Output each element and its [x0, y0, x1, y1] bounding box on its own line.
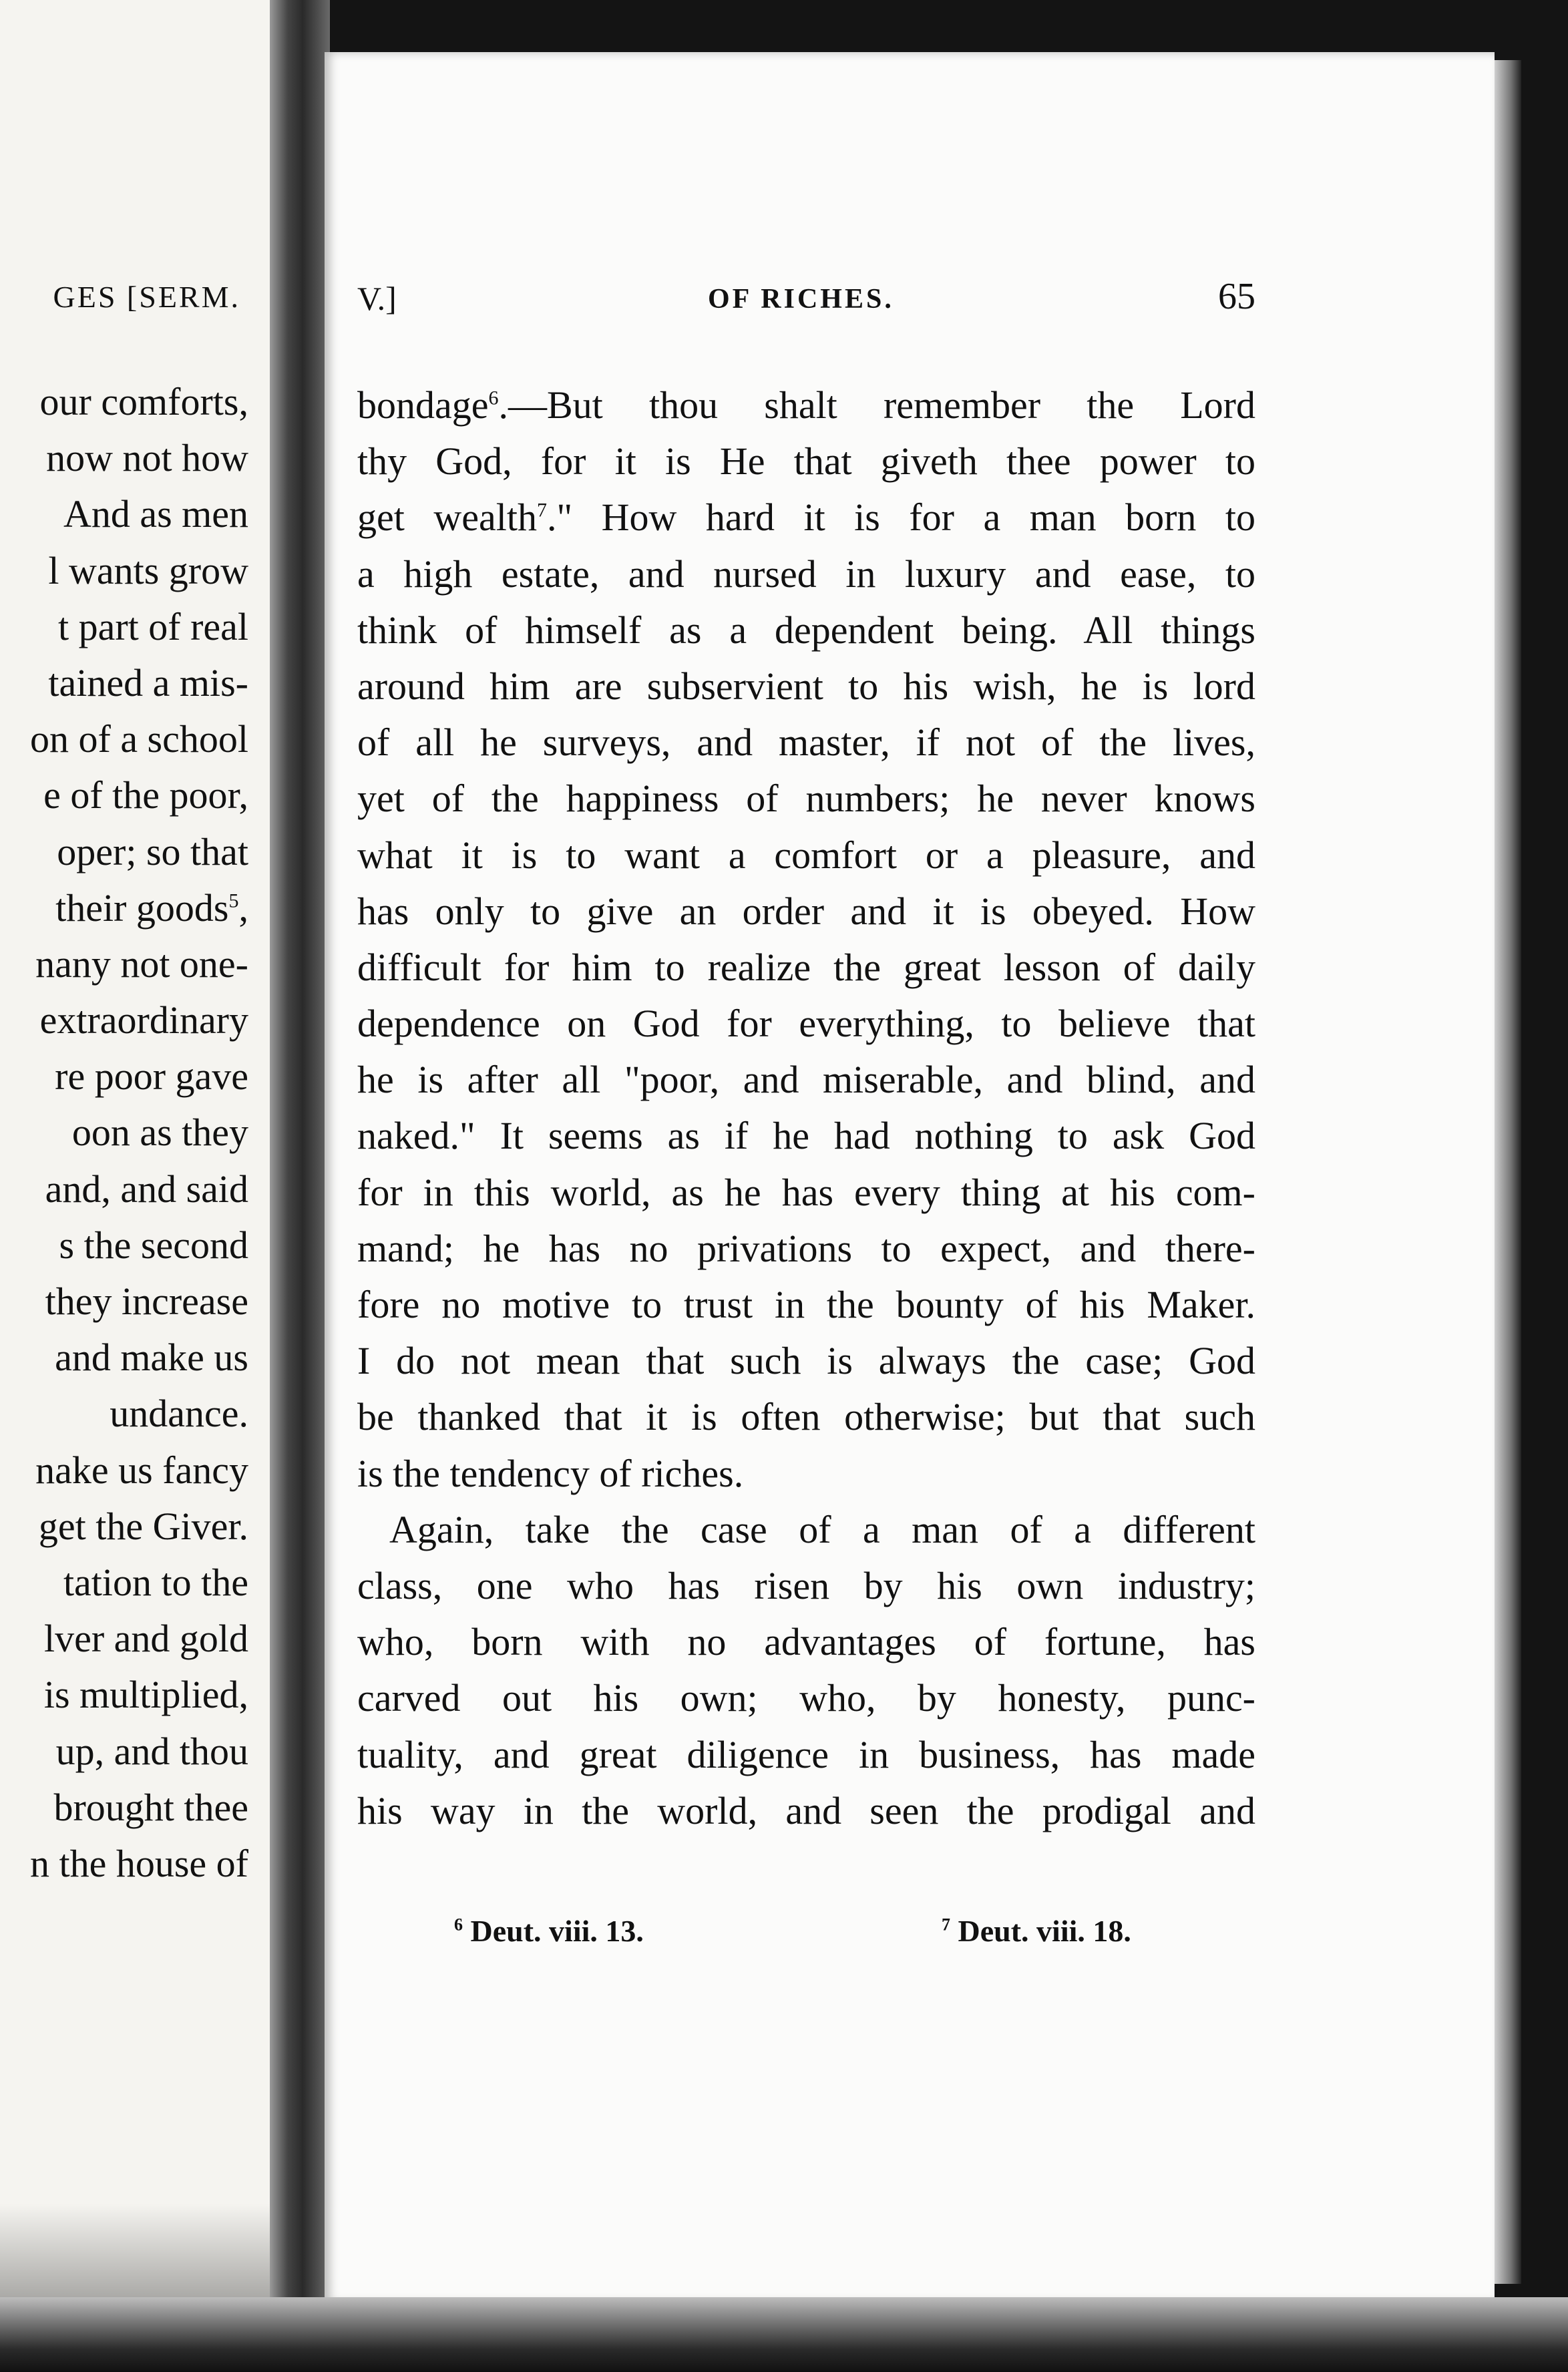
- text-line: get wealth$^7$." How hard it is for a man born to: [357, 496, 1256, 540]
- left-text-line: their goods$^5$,: [55, 885, 248, 930]
- left-text-line: is multiplied,: [43, 1673, 248, 1717]
- left-text-line: brought thee: [53, 1785, 248, 1829]
- text-line: dependence on God for everything, to believe that: [357, 1002, 1255, 1046]
- page-edge: [1495, 60, 1521, 2284]
- left-text-line: re poor gave: [55, 1054, 248, 1099]
- left-text-line: on of a school: [30, 717, 248, 761]
- text-line: think of himself as a dependent being. All things: [357, 608, 1255, 652]
- scan-bottom-edge: [0, 2297, 1568, 2372]
- left-text-line: and make us: [55, 1336, 248, 1380]
- left-text-line: tained a mis-: [48, 660, 248, 705]
- text-line: of all he surveys, and master, if not of the lives,: [357, 721, 1255, 765]
- text-line: difficult for him to realize the great lesson of daily: [357, 945, 1255, 989]
- text-line: for in this world, as he has every thing at his com-: [357, 1170, 1255, 1214]
- text-line: yet of the happiness of numbers; he never knows: [357, 777, 1255, 821]
- text-line: carved out his own; who, by honesty, punc-: [357, 1676, 1255, 1720]
- text-line: he is after all "poor, and miserable, and blind, and: [357, 1058, 1255, 1102]
- text-line: a high estate, and nursed in luxury and ease, to: [357, 552, 1255, 596]
- text-line: bondage$^6$.—But thou shalt remember the Lord: [357, 383, 1255, 427]
- footnotes: [454, 1913, 1255, 1960]
- text-line: around him are subservient to his wish, he is lord: [357, 664, 1255, 708]
- text-line: who, born with no advantages of fortune, has: [357, 1620, 1255, 1664]
- left-text-line: lver and gold: [43, 1617, 248, 1661]
- left-page: [0, 0, 280, 2372]
- left-text-line: they increase: [45, 1279, 248, 1323]
- left-text-line: oper; so that: [57, 829, 248, 873]
- left-text-line: oon as they: [71, 1111, 248, 1155]
- sermon-signature: V.]: [357, 280, 397, 317]
- left-text-line: now not how: [46, 436, 248, 480]
- running-title: OF RICHES.: [708, 284, 894, 315]
- text-line: what it is to want a comfort or a pleasure, and: [357, 833, 1255, 877]
- text-line: is the tendency of riches.: [357, 1451, 744, 1495]
- left-text-line: e of the poor,: [43, 773, 248, 817]
- left-text-line: get the Giver.: [38, 1504, 248, 1548]
- left-text-line: up, and thou: [55, 1729, 248, 1773]
- text-line: his way in the world, and seen the prodigal and: [357, 1788, 1255, 1832]
- left-text-line: s the second: [59, 1223, 248, 1267]
- text-line: naked." It seems as if he had nothing to ask God: [357, 1114, 1255, 1158]
- text-line: be thanked that it is often otherwise; but that such: [357, 1395, 1255, 1439]
- text-line: I do not mean that such is always the case; God: [357, 1339, 1255, 1383]
- text-line: Again, take the case of a man of a different: [389, 1507, 1255, 1551]
- text-line: thy God, for it is He that giveth thee power to: [357, 439, 1255, 483]
- left-text-line: our comforts,: [39, 380, 248, 423]
- page-number: 65: [1218, 276, 1255, 317]
- footnote-7: $^7$ Deut. viii. 18.: [942, 1914, 1131, 1948]
- left-text-line: And as men: [63, 492, 248, 536]
- text-line: fore no motive to trust in the bounty of his Maker.: [357, 1283, 1255, 1326]
- left-running-header: GES [SERM.: [53, 280, 240, 314]
- footnote-marker: 7: [536, 500, 547, 522]
- left-page-text: [30, 374, 248, 1892]
- running-header: [357, 276, 1255, 333]
- left-text-line: l wants grow: [48, 548, 248, 592]
- left-text-line: n the house of: [30, 1841, 248, 1885]
- left-text-line: tation to the: [63, 1560, 248, 1604]
- left-text-line: extraordinary: [39, 998, 248, 1042]
- left-text-line: nake us fancy: [35, 1448, 248, 1492]
- left-text-line: nany not one-: [35, 942, 248, 986]
- left-text-line: and, and said: [45, 1167, 248, 1211]
- text-line: class, one who has risen by his own industry;: [357, 1563, 1255, 1607]
- body-text: [357, 377, 1255, 1839]
- left-text-line: t part of real: [57, 604, 248, 648]
- left-text-line: undance.: [110, 1392, 248, 1436]
- text-line: has only to give an order and it is obeyed. How: [357, 889, 1255, 933]
- text-line: tuality, and great diligence in business, has made: [357, 1732, 1255, 1776]
- footnote-marker: 6: [488, 387, 499, 409]
- text-line: mand; he has no privations to expect, and there-: [357, 1226, 1255, 1270]
- footnote-6: $^6$ Deut. viii. 13.: [454, 1914, 644, 1948]
- book-gutter: [270, 0, 330, 2372]
